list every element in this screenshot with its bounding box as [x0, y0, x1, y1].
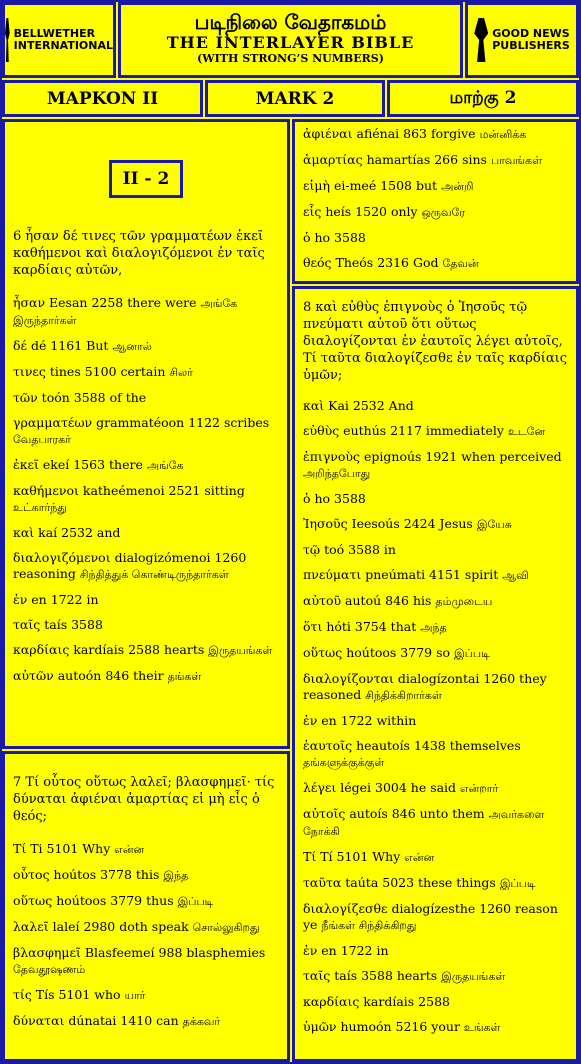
entry-tamil: என்ன — [114, 843, 145, 856]
verse-6-text: 6 ἦσαν δέ τινες τῶν γραμματέων ἐκεῖ καθήμενοι καὶ διαλογιζόμενοι ἐν ταῖς καρδίαις αὐτῶν, — [13, 229, 265, 278]
interlinear-entry — [13, 592, 279, 608]
book-greek-label: MAPKON II — [46, 88, 159, 109]
verse-8-entries — [303, 398, 568, 1036]
entry-greek-english: ἦσαν Eesan 2258 there were — [13, 295, 197, 310]
interlinear-entry — [303, 849, 568, 866]
entry-greek-english: αὐτοῖς autoís 846 unto them — [303, 806, 485, 821]
interlinear-entry — [303, 152, 568, 169]
interlinear-entry — [303, 516, 568, 533]
interlinear-entry — [13, 525, 279, 541]
logo-glyph-icon — [474, 18, 488, 62]
entry-greek-english: Ἰησοῦς Ieesoús 2424 Jesus — [303, 516, 473, 531]
interlinear-entry — [13, 668, 279, 685]
verse-6-entries — [13, 295, 279, 685]
good-news-logo — [465, 2, 579, 78]
entry-greek-english: εὐθὺς euthús 2117 immediately — [303, 423, 504, 438]
interlinear-entry — [303, 943, 568, 959]
entry-greek-english: ἐν en 1722 in — [13, 592, 99, 607]
entry-greek-english: ἀφιέναι afiénai 863 forgive — [303, 126, 476, 141]
interlinear-entry — [13, 338, 279, 355]
entry-greek-english: ἐν en 1722 within — [303, 713, 417, 728]
entry-tamil: என்றார் — [460, 782, 499, 795]
right-logo-line-2: PUBLISHERS — [492, 39, 570, 52]
entry-greek-english: ταῖς taís 3588 — [13, 617, 103, 632]
interlinear-entry — [303, 398, 568, 414]
entry-tamil: தம்முடைய — [435, 595, 493, 608]
entry-tamil: என்ன — [404, 851, 435, 864]
title-main: THE INTERLAYER BIBLE — [166, 33, 415, 52]
entry-greek-english: ταῖς taís 3588 hearts — [303, 968, 438, 983]
book-tamil-label: மாற்கு 2 — [449, 87, 517, 108]
title-tamil: படிநிலை வேதாகமம் — [194, 10, 387, 34]
entry-greek-english: ὁ ho 3588 — [303, 230, 366, 245]
right-logo-line-1: GOOD NEWS — [492, 27, 570, 40]
entry-greek-english: οὗτος hoútos 3778 this — [13, 867, 160, 882]
entry-greek-english: καθήμενοι katheémenoi 2521 sitting — [13, 483, 245, 498]
entry-greek-english: ἐπιγνοὺς epignoús 1921 when perceived — [303, 449, 562, 464]
entry-greek-english: ἁμαρτίας hamartías 266 sins — [303, 152, 487, 167]
entry-tamil: தேவதூஷணம் — [13, 963, 86, 976]
entry-greek-english: Τί Ti 5101 Why — [13, 841, 111, 856]
entry-tamil: ஆவி — [502, 569, 529, 582]
interlinear-entry — [13, 617, 279, 633]
entry-greek-english: καρδίαις kardíais 2588 — [303, 994, 450, 1009]
entry-tamil: மன்னிக்க — [479, 128, 527, 141]
left-logo-line-2: INTERNATIONAL — [13, 39, 113, 52]
interlinear-entry — [303, 423, 568, 440]
entry-greek-english: αὐτοῦ autoú 846 his — [303, 593, 432, 608]
interlinear-entry — [303, 178, 568, 195]
entry-tamil: அறிந்தபோது — [303, 467, 371, 480]
entry-tamil: இயேசு — [476, 518, 512, 531]
interlinear-entry — [303, 994, 568, 1010]
entry-tamil: நீங்கள் சிந்திக்கிறது — [321, 919, 417, 932]
entry-greek-english: ἑαυτοῖς heautoís 1438 themselves — [303, 738, 521, 753]
entry-tamil: தக்கவர் — [182, 1015, 221, 1028]
entry-tamil: உங்கள் — [463, 1021, 501, 1034]
bellwether-logo — [2, 2, 116, 78]
entry-greek-english: εἷς heís 1520 only — [303, 204, 418, 219]
interlinear-entry — [303, 738, 568, 771]
interlinear-entry — [303, 875, 568, 892]
interlinear-entry — [303, 204, 568, 221]
entry-greek-english: εἰμὴ ei-meé 1508 but — [303, 178, 438, 193]
entry-tamil: தங்களுக்குக்குள் — [303, 756, 385, 769]
interlinear-entry — [303, 230, 568, 246]
interlinear-entry — [303, 593, 568, 610]
entry-greek-english: καὶ kaí 2532 and — [13, 525, 121, 540]
entry-greek-english: βλασφημεῖ Blasfeemeí 988 blasphemies — [13, 945, 266, 960]
entry-greek-english: ἐν en 1722 in — [303, 943, 389, 958]
entry-tamil: அங்கே இருந்தார்கள் — [13, 297, 238, 327]
interlinear-entry — [13, 1013, 279, 1030]
logo-glyph-icon — [5, 18, 10, 62]
entry-tamil: அவர்களை நோக்கி — [303, 808, 545, 838]
entry-greek-english: διαλογίζεσθε dialogízesthe 1260 reason ye — [303, 901, 558, 932]
entry-greek-english: ὑμῶν humoón 5216 your — [303, 1019, 460, 1034]
interlinear-entry — [13, 919, 279, 936]
interlinear-entry — [303, 806, 568, 840]
entry-greek-english: αὐτῶν autoón 846 their — [13, 668, 164, 683]
title-sub: (WITH STRONG’S NUMBERS) — [197, 52, 384, 65]
interlinear-entry — [303, 780, 568, 797]
entry-greek-english: οὕτως hoútoos 3779 thus — [13, 893, 174, 908]
book-english — [205, 80, 385, 117]
entry-tamil: சொல்லுகிறது — [192, 921, 260, 934]
left-column-verse6 — [2, 119, 290, 749]
entry-greek-english: πνεύματι pneúmati 4151 spirit — [303, 567, 499, 582]
entry-greek-english: ταῦτα taúta 5023 these things — [303, 875, 496, 890]
entry-tamil: சிந்திக்கிறார்கள் — [365, 689, 442, 702]
right-column-verse7-cont — [292, 119, 579, 284]
entry-greek-english: οὕτως hoútoos 3779 so — [303, 645, 451, 660]
entry-tamil: சிலர் — [169, 366, 193, 379]
right-column-verse8 — [292, 286, 579, 1062]
title-block — [118, 2, 463, 78]
entry-tamil: இப்படி — [499, 877, 536, 890]
entry-greek-english: δέ dé 1161 But — [13, 338, 109, 353]
entry-tamil: சிந்தித்துக் கொண்டிருந்தார்கள் — [79, 568, 229, 581]
interlinear-entry — [303, 567, 568, 584]
verse-7-continued-entries — [303, 126, 568, 272]
entry-greek-english: τινες tines 5100 certain — [13, 364, 166, 379]
left-column-verse7 — [2, 751, 290, 1062]
interlinear-entry — [303, 713, 568, 729]
entry-tamil: உட்கார்ந்து — [13, 501, 67, 514]
entry-tamil: இருதயங்கள் — [441, 970, 506, 983]
entry-greek-english: δύναται dúnatai 1410 can — [13, 1013, 179, 1028]
interlinear-entry — [13, 642, 279, 659]
entry-tamil: உடனே — [507, 425, 546, 438]
verse-8-text: 8 καὶ εὐθὺς ἐπιγνοὺς ὁ Ἰησοῦς τῷ πνεύματι αὐτοῦ ὅτι οὕτως διαλογίζονται ἐν ἑαυτοῖς λέγει αὐτοῖς, Τί ταῦτα διαλογίζεσθε ἐν ταῖς καρδίαις ὑμῶν; — [303, 300, 567, 383]
interlinear-entry — [303, 449, 568, 482]
entry-tamil: இப்படி — [177, 895, 214, 908]
entry-greek-english: καρδίαις kardíais 2588 hearts — [13, 642, 205, 657]
interlinear-entry — [13, 295, 279, 329]
entry-greek-english: διαλογίζονται dialogízontai 1260 they reasoned — [303, 671, 547, 702]
entry-greek-english: Τί Tí 5101 Why — [303, 849, 401, 864]
entry-tamil: அன்றி — [441, 180, 474, 193]
entry-tamil: இந்த — [163, 869, 189, 882]
entry-tamil: வேதபாரகர் — [13, 433, 71, 446]
left-logo-line-1: BELLWETHER — [13, 27, 96, 40]
entry-tamil: அங்கே — [146, 459, 184, 472]
entry-tamil: ஒருவரே — [421, 206, 466, 219]
interlinear-entry — [303, 255, 568, 272]
entry-tamil: தங்கள் — [167, 670, 202, 683]
interlinear-entry — [13, 390, 279, 406]
interlinear-entry — [13, 987, 279, 1004]
interlinear-entry — [13, 415, 279, 448]
entry-tamil: அந்த — [420, 621, 447, 634]
entry-greek-english: λέγει légei 3004 he said — [303, 780, 457, 795]
entry-greek-english: ὅτι hóti 3754 that — [303, 619, 417, 634]
book-tamil — [387, 80, 579, 117]
interlinear-entry — [13, 457, 279, 474]
entry-greek-english: θεός Theós 2316 God — [303, 255, 439, 270]
entry-greek-english: τῶν toón 3588 of the — [13, 390, 147, 405]
interlinear-entry — [13, 867, 279, 884]
entry-greek-english: λαλεῖ laleí 2980 doth speak — [13, 919, 189, 934]
entry-tamil: இருதயங்கள் — [208, 644, 273, 657]
entry-greek-english: ἐκεῖ ekeí 1563 there — [13, 457, 143, 472]
interlinear-entry — [13, 550, 279, 583]
entry-greek-english: γραμματέων grammatéoon 1122 scribes — [13, 415, 270, 430]
entry-tamil: இப்படி — [454, 647, 490, 660]
interlinear-entry — [303, 491, 568, 507]
interlinear-entry — [13, 945, 279, 978]
entry-greek-english: ὁ ho 3588 — [303, 491, 366, 506]
interlinear-entry — [303, 126, 568, 143]
interlinear-entry — [303, 968, 568, 985]
entry-tamil: யார் — [124, 989, 146, 1002]
interlinear-entry — [303, 901, 568, 934]
interlinear-entry — [13, 483, 279, 516]
entry-tamil: ஆனால் — [112, 340, 152, 353]
interlinear-entry — [303, 542, 568, 558]
book-english-label: MARK 2 — [255, 88, 335, 109]
interlinear-entry — [303, 619, 568, 636]
entry-greek-english: τῷ toó 3588 in — [303, 542, 396, 557]
verse-7-entries — [13, 841, 279, 1030]
interlinear-entry — [13, 841, 279, 858]
chapter-label — [109, 160, 183, 198]
interlinear-entry — [303, 645, 568, 662]
interlinear-entry — [303, 1019, 568, 1036]
entry-greek-english: καὶ Kai 2532 And — [303, 398, 414, 413]
entry-tamil: பாவங்கள் — [490, 154, 542, 167]
book-greek — [2, 80, 203, 117]
entry-greek-english: τίς Tís 5101 who — [13, 987, 121, 1002]
chapter-label-text: II - 2 — [122, 169, 170, 189]
interlinear-entry — [303, 671, 568, 704]
interlinear-entry — [13, 893, 279, 910]
verse-7-text: 7 Τί οὗτος οὕτως λαλεῖ; βλασφημεῖ· τίς δύναται ἀφιέναι ἁμαρτίας εἰ μὴ εἷς ὁ θεός; — [13, 775, 275, 824]
entry-greek-english: διαλογιζόμενοι dialogizómenoi 1260 reasoning — [13, 550, 247, 581]
entry-tamil: தேவன் — [442, 257, 479, 270]
interlinear-entry — [13, 364, 279, 381]
